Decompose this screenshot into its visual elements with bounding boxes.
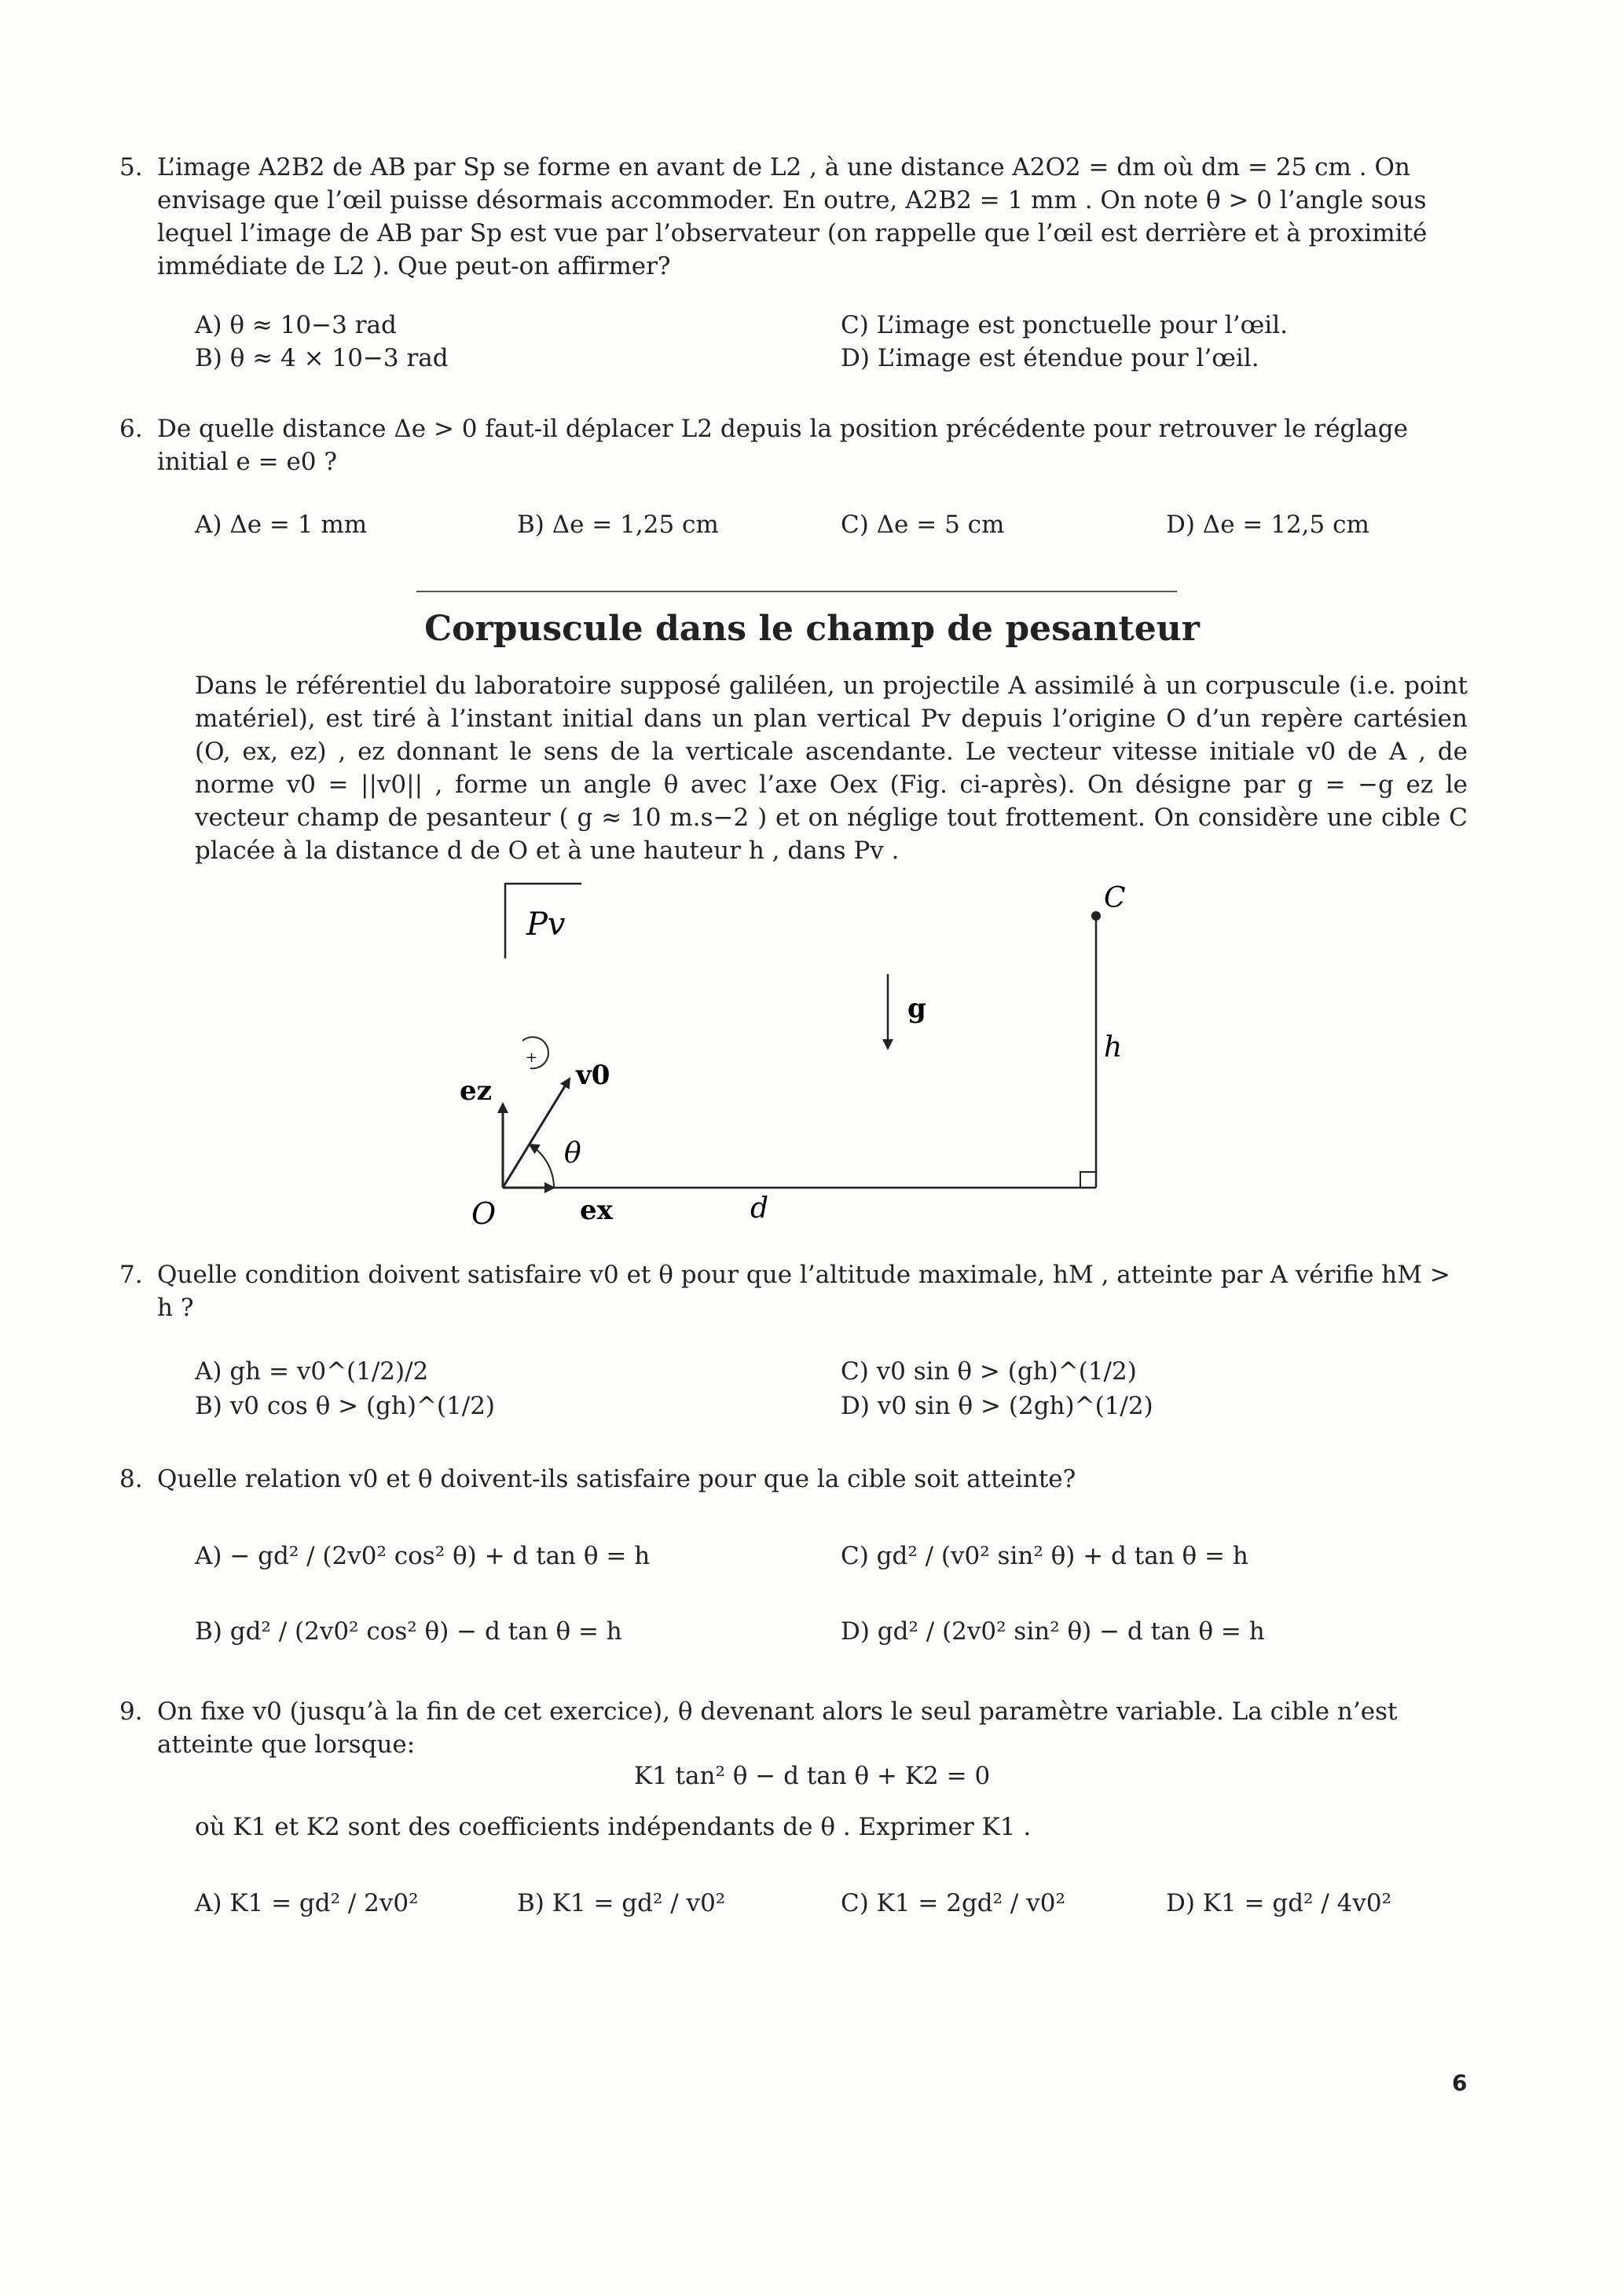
question-8: [119, 1463, 1473, 1496]
option-d: D) K1 = gd² / 4v0²: [1166, 1889, 1392, 1917]
origin-label: O: [471, 1196, 497, 1231]
option-a: A) θ ≈ 10−3 rad: [195, 311, 397, 339]
option-b: B) v0 cos θ > (gh)^(1/2): [195, 1392, 496, 1420]
ez-label: ez: [460, 1075, 492, 1107]
option-a: A) Δe = 1 mm: [195, 511, 368, 539]
theta-label: θ: [564, 1137, 581, 1170]
theta-arc: [530, 1144, 554, 1188]
q9-equation-wrap: [0, 1760, 1624, 1792]
option-b: B) Δe = 1,25 cm: [517, 511, 719, 539]
question-number: 6.: [119, 415, 143, 443]
question-text: L’image A2B2 de AB par Sp se forme en avant de L2 , à une distance A2O2 = dm où dm = 25 cm . On envisage que l’œil puisse désormais accommoder. En outre, A2B2 = 1 mm . On note θ > 0 l’angle sous lequel l’image de AB par Sp est vue par l’observateur (on rappelle que l’œil est derrière et à proximité immédiate de L2 ). Que peut-on affirmer?: [157, 153, 1428, 280]
option-c: C) K1 = 2gd² / v0²: [841, 1889, 1065, 1917]
question-text: On fixe v0 (jusqu’à la fin de cet exercice), θ devenant alors le seul paramètre variable. La cible n’est atteinte que lorsque:: [157, 1697, 1398, 1759]
height-label: h: [1104, 1031, 1123, 1064]
question-number: 9.: [119, 1697, 143, 1726]
v0-arrow: [503, 1078, 570, 1188]
option-c: C) L’image est ponctuelle pour l’œil.: [841, 311, 1288, 339]
option-b: B) θ ≈ 4 × 10−3 rad: [195, 344, 449, 372]
target-label: C: [1104, 882, 1126, 914]
question-number: 8.: [119, 1465, 143, 1493]
question-9: [119, 1695, 1473, 1761]
right-angle-mark: [1080, 1172, 1096, 1188]
ex-label: ex: [580, 1195, 613, 1226]
question-number: 5.: [119, 153, 143, 181]
page-number: 6: [1452, 2070, 1468, 2096]
option-d: D) Δe = 12,5 cm: [1166, 511, 1369, 539]
option-a: A) gh = v0^(1/2)/2: [195, 1357, 429, 1386]
option-c: C) gd² / (v0² sin² θ) + d tan θ = h: [841, 1542, 1248, 1570]
option-b: B) gd² / (2v0² cos² θ) − d tan θ = h: [195, 1617, 622, 1646]
option-c: C) Δe = 5 cm: [841, 511, 1005, 539]
question-text: De quelle distance Δe > 0 faut-il déplacer L2 depuis la position précédente pour retrouver le réglage initial e = e0 ?: [157, 415, 1408, 476]
distance-label: d: [750, 1192, 769, 1225]
option-a: A) K1 = gd² / 2v0²: [195, 1889, 419, 1917]
rotation-plus: +: [526, 1049, 538, 1066]
q9-after-text: où K1 et K2 sont des coefficients indépendants de θ . Exprimer K1 .: [195, 1813, 1032, 1841]
question-text: Quelle condition doivent satisfaire v0 et θ pour que l’altitude maximale, hM , atteinte par A vérifie hM > h ?: [157, 1261, 1450, 1322]
option-c: C) v0 sin θ > (gh)^(1/2): [841, 1357, 1137, 1386]
q9-equation: K1 tan² θ − d tan θ + K2 = 0: [633, 1762, 991, 1790]
q9-after-wrap: [195, 1811, 1031, 1844]
plane-label: Pv: [526, 906, 566, 943]
option-a: A) − gd² / (2v0² cos² θ) + d tan θ = h: [195, 1542, 651, 1570]
option-d: D) L’image est étendue pour l’œil.: [841, 344, 1259, 372]
option-d: D) v0 sin θ > (2gh)^(1/2): [841, 1392, 1153, 1420]
v0-label: v0: [576, 1060, 610, 1091]
option-b: B) K1 = gd² / v0²: [517, 1889, 726, 1917]
section-title: Corpuscule dans le champ de pesanteur: [424, 609, 1200, 649]
intro-paragraph: Dans le référentiel du laboratoire supposé galiléen, un projectile A assimilé à un corpuscule (i.e. point matériel), est tiré à l’instant initial dans un plan vertical Pv depuis l’origine O d’un repère cartésien (O, ex, ez) , ez donnant le sens de la verticale ascendante. Le vecteur vitesse initiale v0 de A , de norme v0 = ||v0|| , forme un angle θ avec l’axe Oex (Fig. ci-après). On désigne par g = −g ez le vecteur champ de pesanteur ( g ≈ 10 m.s−2 ) et on néglige tout frottement. On considère une cible C placée à la distance d de O et à une hauteur h , dans Pv .: [195, 672, 1468, 865]
question-7: [119, 1258, 1473, 1324]
option-d: D) gd² / (2v0² sin² θ) − d tan θ = h: [841, 1617, 1265, 1646]
question-number: 7.: [119, 1261, 143, 1289]
gravity-label: g: [907, 993, 926, 1024]
question-text: Quelle relation v0 et θ doivent-ils satisfaire pour que la cible soit atteinte?: [157, 1465, 1076, 1493]
